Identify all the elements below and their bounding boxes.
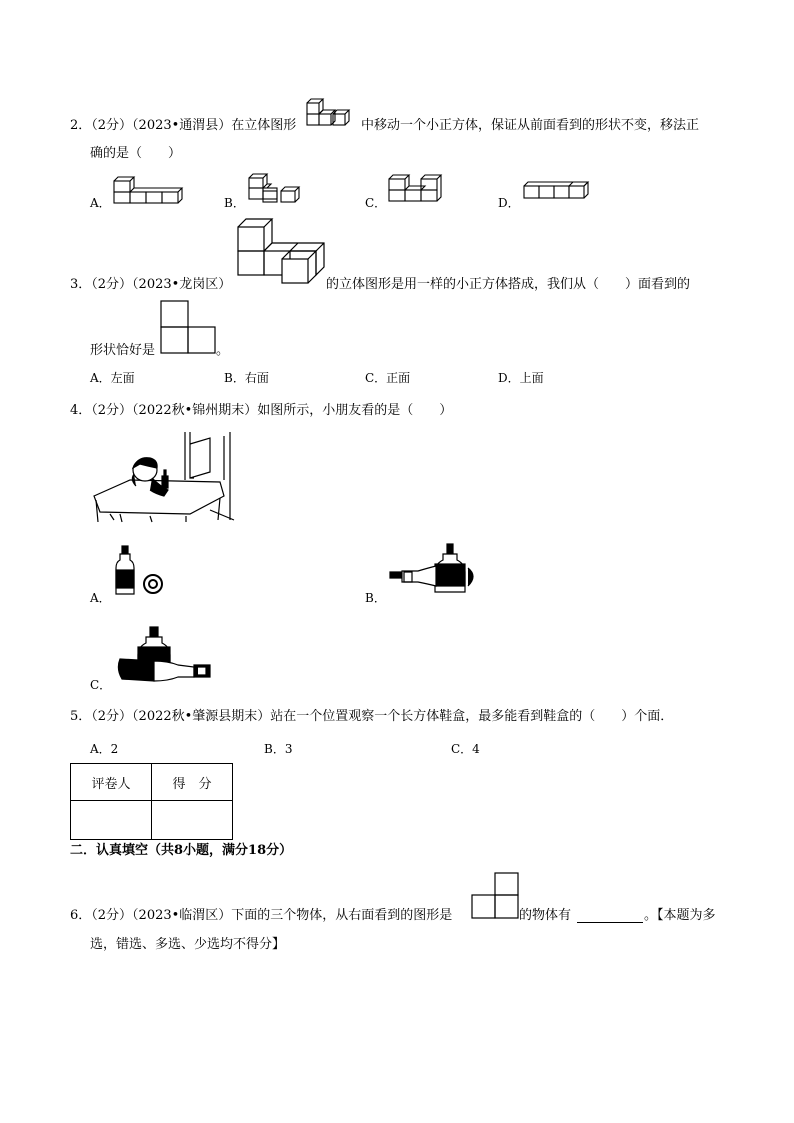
score-table	[70, 763, 233, 840]
q4-option-a-figure[interactable]	[115, 544, 167, 598]
q4-child-at-table-illustration	[90, 430, 238, 524]
score-cell[interactable]	[152, 801, 233, 840]
q3-option-c[interactable]: C．正面	[365, 371, 411, 385]
q4-option-c-label[interactable]: C．	[90, 678, 112, 692]
q6-view-figure	[471, 872, 519, 920]
q6-text-2: 选，错选、多选、少选均不得分】	[90, 937, 286, 952]
q2-option-d-figure[interactable]	[522, 180, 592, 202]
q5-option-a[interactable]: A．2	[90, 742, 119, 756]
q6-text-1b: 的物体有	[519, 908, 572, 923]
q2-option-c-figure[interactable]	[387, 173, 443, 205]
q2-option-b-label[interactable]: B．	[224, 196, 245, 210]
q3-solid-figure	[236, 217, 328, 285]
q2-option-a-figure[interactable]	[112, 175, 184, 205]
q3-text-1a: 3．（2分）（2023•龙岗区）	[70, 277, 232, 292]
q6-text-1a: 6．（2分）（2023•临渭区）下面的三个物体，从右面看到的图形是	[70, 908, 453, 923]
q2-option-a-label[interactable]: A．	[90, 196, 111, 210]
section-2-title: 二．认真填空（共8小题，满分18分）	[70, 843, 293, 858]
q3-option-a[interactable]: A．左面	[90, 371, 135, 385]
q2-option-b-figure[interactable]	[247, 172, 305, 206]
q5-option-c[interactable]: C．4	[451, 742, 480, 756]
q2-text-1b: 中移动一个小正方体，保证从前面看到的形状不变，移法正	[361, 118, 700, 133]
q4-option-a-label[interactable]: A．	[90, 591, 111, 605]
score-header: 得 分	[152, 764, 233, 801]
q2-option-c-label[interactable]: C．	[365, 196, 387, 210]
q5-text-1: 5．（2分）（2022秋•肇源县期末）站在一个位置观察一个长方体鞋盒，最多能看到鞋盒的（ ）个面．	[70, 709, 674, 724]
q3-text-2b: 。	[216, 343, 230, 358]
q4-option-c-figure[interactable]	[114, 625, 214, 687]
q4-text-1: 4．（2分）（2022秋•锦州期末）如图所示，小朋友看的是（ ）	[70, 403, 453, 418]
reviewer-cell[interactable]	[71, 801, 152, 840]
q2-text-1: 2．（2分）（2023•通渭县）在立体图形	[70, 118, 297, 133]
q2-text-2: 确的是（ ）	[90, 146, 182, 161]
q2-solid-figure	[305, 97, 357, 129]
q3-view-figure	[160, 300, 216, 356]
q4-option-b-figure[interactable]	[388, 542, 480, 598]
q4-option-b-label[interactable]: B．	[365, 591, 386, 605]
q3-option-d[interactable]: D．上面	[498, 371, 544, 385]
q2-option-d-label[interactable]: D．	[498, 196, 520, 210]
q5-option-b[interactable]: B．3	[264, 742, 293, 756]
q6-answer-blank[interactable]	[577, 921, 643, 923]
reviewer-header: 评卷人	[71, 764, 152, 801]
q3-text-1b: 的立体图形是用一样的小正方体搭成，我们从（ ）面看到的	[326, 277, 691, 292]
q6-text-1c: 。【本题为多	[644, 908, 716, 923]
q3-option-b[interactable]: B．右面	[224, 371, 269, 385]
q3-text-2a: 形状恰好是	[90, 343, 156, 358]
